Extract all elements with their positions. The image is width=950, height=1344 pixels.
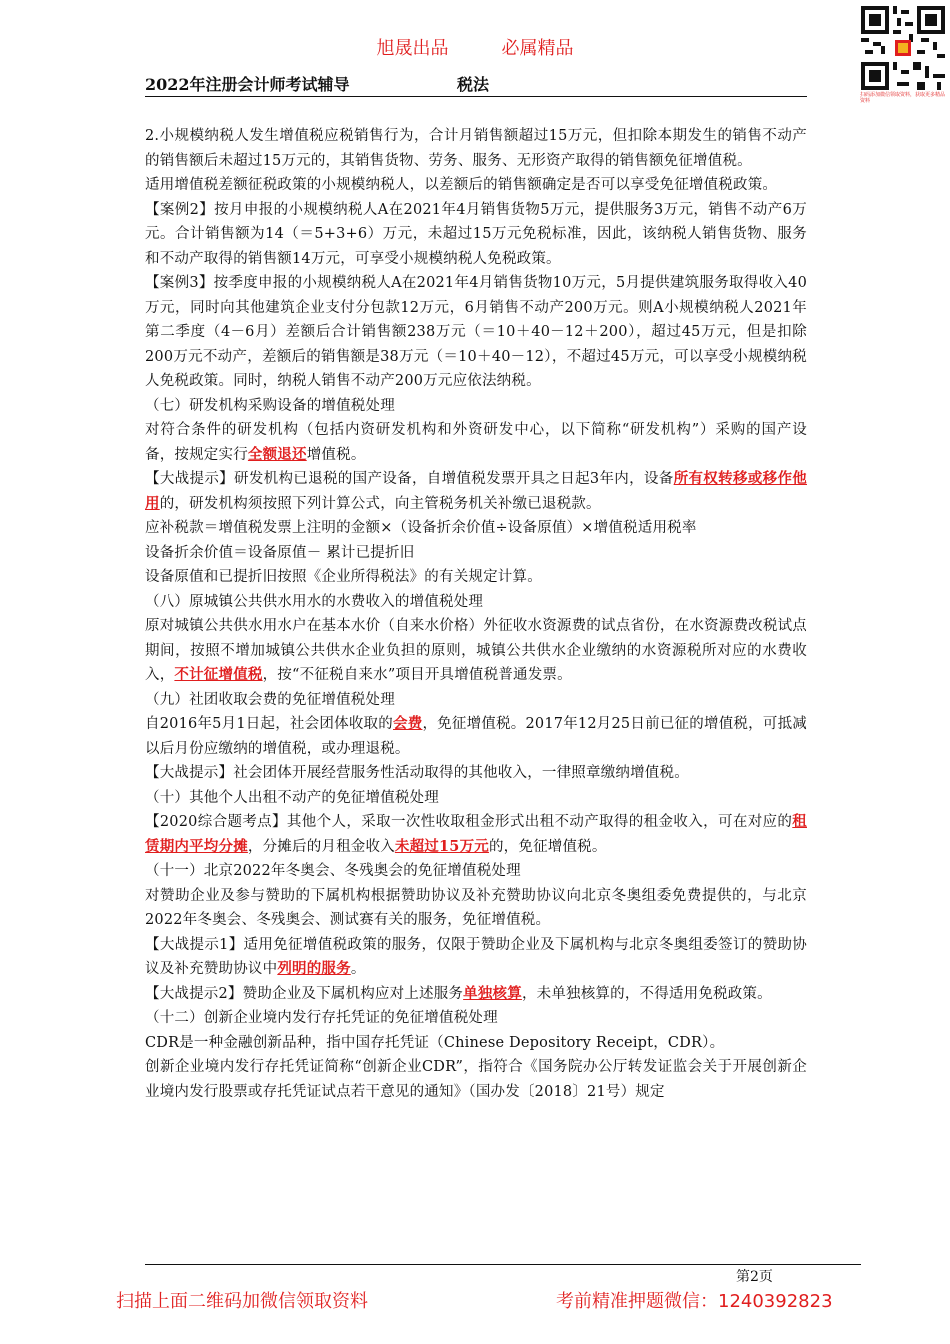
header-subject: 税法 — [457, 75, 490, 94]
paragraph-text: ，分摊后的月租金收入 — [247, 838, 395, 855]
paragraph — [145, 712, 807, 761]
footer-promo-left: 扫描上面二维码加微信领取资料 — [116, 1291, 368, 1312]
paragraph-text: 增值税。 — [306, 446, 366, 463]
qr-code-icon[interactable] — [861, 6, 945, 90]
paragraph-text: ，未单独核算的，不得适用免税政策。 — [521, 985, 772, 1002]
paragraph — [145, 1031, 807, 1056]
highlight-text: 未超过15万元 — [394, 837, 489, 855]
paragraph-text: 。 — [350, 961, 366, 977]
highlight-text: 不计征增值税 — [174, 666, 263, 683]
paragraph — [145, 124, 807, 173]
highlight-text: 全额退还 — [247, 445, 307, 463]
paragraph-text: ，免征增值税。2017年12月25日前已征的增值税，可抵减以后月份应缴纳的增值税，或办理退税。 — [145, 716, 808, 757]
page-header — [145, 70, 807, 97]
paragraph — [145, 467, 807, 516]
brand-left: 旭晟出品 — [376, 38, 449, 59]
paragraph — [145, 198, 807, 272]
brand-banner — [0, 34, 950, 60]
paragraph-text: （十）其他个人出租不动产的免征增值税处理 — [145, 789, 439, 806]
paragraph-text: 对符合条件的研发机构（包括内资研发机构和外资研发中心，以下简称“研发机构”）采购的国产设备，按规定实行 — [145, 422, 807, 463]
paragraph-text: 【大战提示1】适用免征增值税政策的服务，仅限于赞助企业及下属机构与北京冬奥组委签订的赞助协议及补充赞助协议中 — [145, 936, 807, 977]
paragraph-text: 原对城镇公共供水用水户在基本水价（自来水价格）外征收水资源费的试点省份，在水资源费改税试点期间，按照不增加城镇公共供水企业负担的原则，城镇公共供水企业缴纳的水资源税所对应的水费收入， — [145, 618, 807, 683]
paragraph — [145, 1006, 807, 1031]
paragraph-text: 对赞助企业及参与赞助的下属机构根据赞助协议及补充赞助协议向北京冬奥组委免费提供的，与北京2022年冬奥会、冬残奥会、测试赛有关的服务，免征增值税。 — [145, 887, 807, 928]
brand-right: 必属精品 — [501, 38, 574, 59]
header-title: 2022年注册会计师考试辅导 — [145, 75, 350, 94]
paragraph-text: 设备原值和已提折旧按照《企业所得税法》的有关规定计算。 — [145, 569, 542, 585]
paragraph-text: 应补税款＝增值税发票上注明的金额×（设备折余价值÷设备原值）×增值税适用税率 — [145, 520, 697, 536]
paragraph — [145, 394, 807, 419]
paragraph-text: 【大战提示】研发机构已退税的国产设备，自增值税发票开具之日起3年内，设备 — [145, 471, 674, 487]
paragraph-text: 的，免征增值税。 — [488, 838, 607, 855]
paragraph-text: （九）社团收取会费的免征增值税处理 — [145, 691, 395, 708]
paragraph — [145, 565, 807, 590]
paragraph — [145, 271, 807, 394]
paragraph — [145, 884, 807, 933]
paragraph-text: 自2016年5月1日起，社会团体收取的 — [145, 716, 393, 732]
paragraph — [145, 982, 807, 1007]
paragraph — [145, 173, 807, 198]
highlight-text: 所有权转移或移作他用 — [145, 470, 807, 512]
document-body — [145, 124, 807, 1104]
qr-note: 扫码添加微信领取资料，获取更多精品资料 — [860, 92, 946, 104]
paragraph-text: （八）原城镇公共供水用水的水费收入的增值税处理 — [145, 593, 484, 610]
paragraph-text: 【案例2】按月申报的小规模纳税人A在2021年4月销售货物5万元，提供服务3万元，销售不动产6万元。合计销售额为14（＝5+3+6）万元，未超过15万元免税标准，因此，该纳税人销售货物、服务和不动产取得的销售额14万元，可享受小规模纳税人免税政策。 — [145, 201, 807, 267]
paragraph-text: CDR是一种金融创新品种，指中国存托凭证（Chinese Depository Receipt，CDR）。 — [145, 1034, 725, 1051]
highlight-text: 会费 — [392, 715, 423, 732]
paragraph-text: 【大战提示】社会团体开展经营服务性活动取得的其他收入，一律照章缴纳增值税。 — [145, 765, 689, 781]
paragraph-text: 的，研发机构须按照下列计算公式，向主管税务机关补缴已退税款。 — [159, 495, 601, 512]
paragraph — [145, 516, 807, 541]
footer-divider — [145, 1264, 861, 1265]
paragraph — [145, 810, 807, 859]
paragraph — [145, 859, 807, 884]
paragraph-text: （十一）北京2022年冬奥会、冬残奥会的免征增值税处理 — [145, 863, 521, 879]
paragraph-text: 【案例3】按季度申报的小规模纳税人A在2021年4月销售货物10万元，5月提供建筑服务取得收入40万元，同时向其他建筑企业支付分包款12万元，6月销售不动产200万元。则A小规模纳税人2021年第二季度（4－6月）差额后合计销售额238万元（＝10＋40－12＋200），超过45万元，但是扣除200万元不动产，差额后的销售额是38万元（＝10＋40－12），不超过45万元，可以享受小规模纳税人免税政策。同时，纳税人销售不动产200万元应依法纳税。 — [145, 275, 807, 389]
paragraph — [145, 590, 807, 615]
paragraph-text: 【2020综合题考点】其他个人，采取一次性收取租金形式出租不动产取得的租金收入，可在对应的 — [145, 814, 793, 830]
highlight-text: 单独核算 — [463, 984, 522, 1002]
paragraph-text: ，按“不征税自来水”项目开具增值税普通发票。 — [262, 667, 572, 683]
paragraph — [145, 614, 807, 688]
paragraph — [145, 418, 807, 467]
paragraph-text: 2.小规模纳税人发生增值税应税销售行为，合计月销售额超过15万元，但扣除本期发生的销售不动产的销售额后未超过15万元的，其销售货物、劳务、服务、无形资产取得的销售额免征增值税。 — [145, 128, 807, 169]
paragraph — [145, 541, 807, 566]
paragraph-text: 设备折余价值＝设备原值－ 累计已提折旧 — [145, 544, 415, 561]
paragraph-text: 【大战提示2】赞助企业及下属机构应对上述服务 — [145, 985, 464, 1002]
paragraph-text: （十二）创新企业境内发行存托凭证的免征增值税处理 — [145, 1010, 498, 1026]
paragraph-text: （七）研发机构采购设备的增值税处理 — [145, 397, 395, 414]
highlight-text: 租赁期内平均分摊 — [145, 813, 807, 855]
page-number: 第2页 — [736, 1269, 773, 1285]
paragraph-text: 适用增值税差额征税政策的小规模纳税人，以差额后的销售额确定是否可以享受免征增值税政策。 — [145, 177, 778, 193]
paragraph — [145, 933, 807, 982]
highlight-text: 列明的服务 — [277, 960, 351, 977]
paragraph — [145, 1055, 807, 1104]
paragraph — [145, 786, 807, 811]
footer-promo-right: 考前精准押题微信：1240392823 — [556, 1291, 833, 1312]
paragraph — [145, 688, 807, 713]
paragraph — [145, 761, 807, 786]
paragraph-text: 创新企业境内发行存托凭证简称“创新企业CDR”，指符合《国务院办公厅转发证监会关于开展创新企业境内发行股票或存托凭证试点若干意见的通知》（国办发〔2018〕21号）规定 — [145, 1059, 807, 1100]
